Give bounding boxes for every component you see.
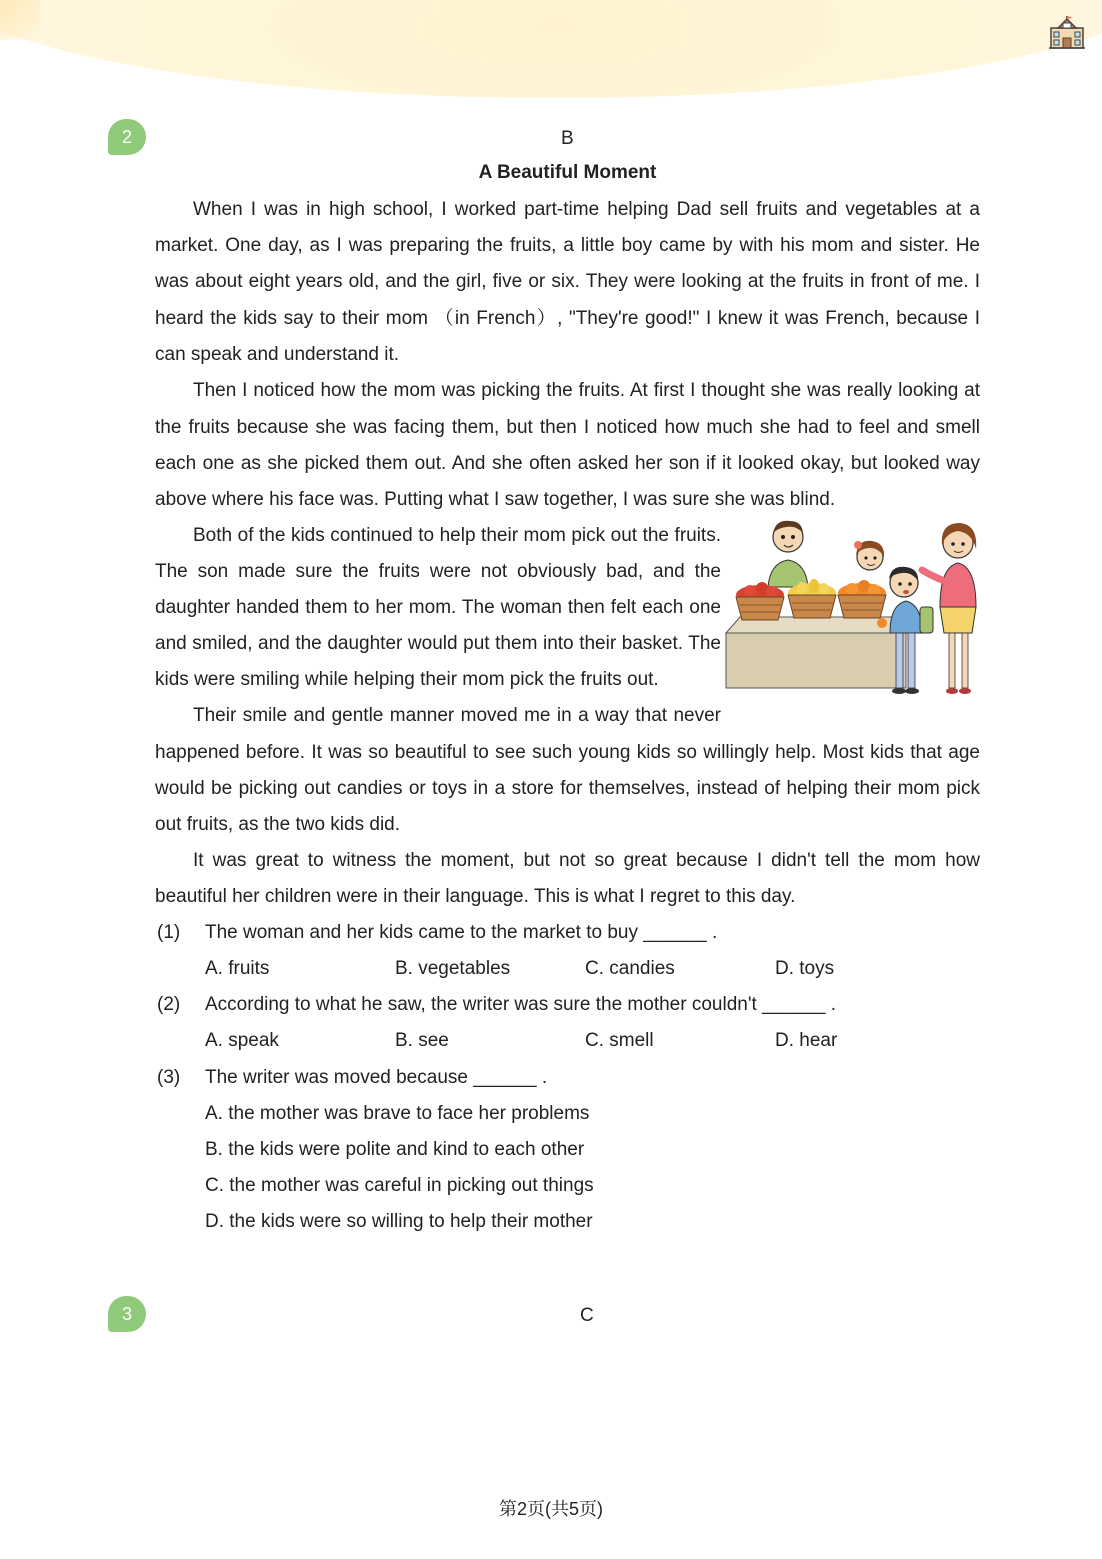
section-letter: B <box>561 128 574 149</box>
question-text: The woman and her kids came to the market to buy ______ . <box>205 922 718 943</box>
passage-line: would be picking out candies or toys in a store for themselves, instead of helping their mom pick <box>155 778 980 799</box>
answer-option: B. see <box>395 1030 449 1051</box>
passage-line: and smiled, and the daughter would put them into their basket. The <box>155 633 721 654</box>
passage-line: each one as she picked them out. And she often asked her son if it looked okay, but looked way <box>155 453 980 474</box>
answer-option: A. speak <box>205 1030 279 1051</box>
answer-option: C. the mother was careful in picking out things <box>205 1175 594 1196</box>
passage-line: above where his face was. Putting what I saw together, I was sure she was blind. <box>155 489 836 510</box>
answer-option: B. the kids were polite and kind to each other <box>205 1139 585 1160</box>
passage-line: When I was in high school, I worked part-time helping Dad sell fruits and vegetables at a <box>193 199 980 220</box>
header-corner-decoration <box>0 0 40 40</box>
passage-line: out fruits, as the two kids did. <box>155 814 401 835</box>
section-number-badge: 2 <box>108 119 146 155</box>
page-footer: 第2页(共5页) <box>498 1499 603 1519</box>
passage-title: A Beautiful Moment <box>478 162 657 183</box>
passage-line: Then I noticed how the mom was picking the fruits. At first I thought she was really looking at <box>193 380 980 401</box>
question-text: According to what he saw, the writer was sure the mother couldn't ______ . <box>205 994 836 1015</box>
header-decoration <box>0 0 1102 98</box>
answer-option: C. candies <box>585 958 675 979</box>
passage-line: was about eight years old, and the girl, five or six. They were looking at the fruits in front of me. I <box>155 271 980 292</box>
question-text: The writer was moved because ______ . <box>205 1067 548 1088</box>
passage-line: heard the kids say to their mom （in French）, "They're good!" I knew it was French, because I <box>155 308 980 329</box>
passage-line: daughter handed them to her mom. The woman then felt each one <box>155 597 721 618</box>
answer-option: A. fruits <box>205 958 270 979</box>
passage-line: It was great to witness the moment, but not so great because I didn't tell the mom how <box>193 850 980 871</box>
answer-option: D. toys <box>775 958 835 979</box>
market-family-illustration <box>720 515 982 700</box>
section-letter: C <box>580 1305 594 1326</box>
passage-line: happened before. It was so beautiful to see such young kids so willingly help. Most kids that age <box>155 742 980 763</box>
answer-option: B. vegetables <box>395 958 511 979</box>
question-number: (3) <box>157 1067 181 1088</box>
passage-line: The son made sure the fruits were not obviously bad, and the <box>155 561 721 582</box>
passage-line: beautiful her children were in their language. This is what I regret to this day. <box>155 886 796 907</box>
answer-option: A. the mother was brave to face her problems <box>205 1103 590 1124</box>
answer-option: D. hear <box>775 1030 838 1051</box>
passage-line: Both of the kids continued to help their mom pick out the fruits. <box>193 525 721 546</box>
passage-line: can speak and understand it. <box>155 344 400 365</box>
school-building-icon <box>1048 14 1086 52</box>
answer-option: C. smell <box>585 1030 654 1051</box>
section-number-badge: 3 <box>108 1296 146 1332</box>
question-number: (1) <box>157 922 181 943</box>
passage-line: Their smile and gentle manner moved me in a way that never <box>193 705 721 726</box>
passage-line: the fruits because she was facing them, but then I noticed how much she had to feel and smell <box>155 417 980 438</box>
passage-line: kids were smiling while helping their mom pick the fruits out. <box>155 669 659 690</box>
passage-line: market. One day, as I was preparing the fruits, a little boy came by with his mom and sister. He <box>155 235 980 256</box>
question-number: (2) <box>157 994 181 1015</box>
answer-option: D. the kids were so willing to help their mother <box>205 1211 593 1232</box>
